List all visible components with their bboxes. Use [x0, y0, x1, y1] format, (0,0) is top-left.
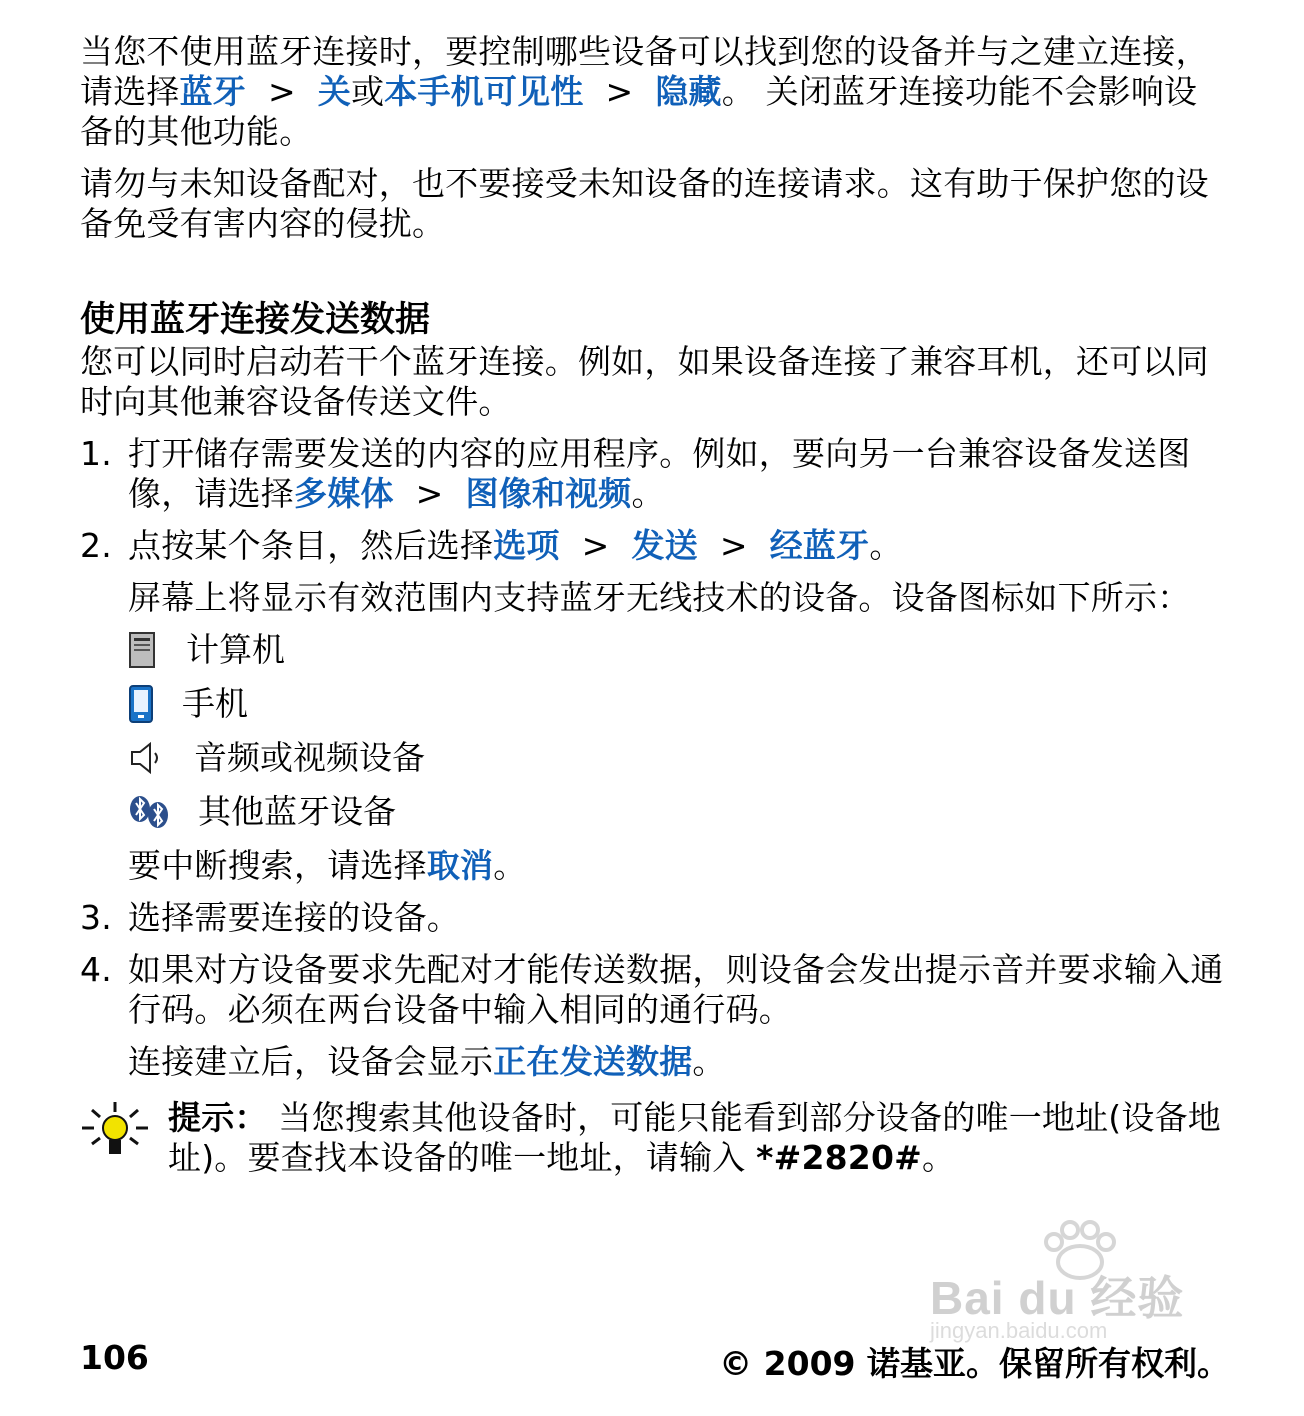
text: 如果对方设备要求先配对才能传送数据，则设备会发出提示音并要求输入通行码。必须在两台设备中输入相同的通行码。: [128, 950, 1224, 1029]
step-number: 3.: [80, 898, 112, 937]
step-number: 1.: [80, 434, 112, 473]
step-4: [80, 950, 1230, 1030]
step-2: [80, 526, 1230, 566]
page-number: 106: [80, 1338, 149, 1377]
text: 点按某个条目，然后选择: [128, 526, 494, 565]
separator: >: [415, 474, 444, 513]
separator: >: [581, 526, 610, 565]
link-bluetooth[interactable]: 蓝牙: [179, 72, 247, 111]
link-images-videos[interactable]: 图像和视频: [465, 474, 632, 513]
lightbulb-icon: [80, 1100, 150, 1171]
device-label: 计算机: [186, 630, 285, 669]
phone-icon: [128, 684, 172, 724]
text: 选择需要连接的设备。: [128, 898, 460, 937]
link-phone-visibility[interactable]: 本手机可见性: [384, 72, 584, 111]
visibility-paragraph: [80, 32, 1230, 152]
text: 打开储存需要发送的内容的应用程序。例如，要向另一台兼容设备发送图像，请选择: [128, 434, 1191, 513]
device-type-audio-video: [128, 738, 1230, 778]
step-number: 4.: [80, 950, 112, 989]
tip-code: *#2820#: [756, 1138, 922, 1177]
link-via-bluetooth[interactable]: 经蓝牙: [769, 526, 870, 565]
text: 。: [869, 526, 903, 565]
link-send[interactable]: 发送: [631, 526, 698, 565]
section-title: 使用蓝牙连接发送数据: [80, 300, 431, 340]
text: 。: [631, 474, 665, 513]
copyright: © 2009 诺基亚。保留所有权利。: [719, 1344, 1230, 1383]
device-label: 音频或视频设备: [194, 738, 425, 777]
text: 当您搜索其他设备时，可能只能看到部分设备的唯一地址(设备地址)。要查找本设备的唯一地址，请输入: [168, 1098, 1221, 1177]
link-multimedia[interactable]: 多媒体: [294, 474, 394, 513]
tip-label: 提示：: [168, 1098, 268, 1137]
text: 。: [692, 1042, 726, 1081]
device-type-phone: [128, 684, 1230, 724]
step-1: [80, 434, 1230, 514]
step-4-note: [80, 1042, 1230, 1082]
speaker-icon: [128, 738, 172, 778]
cancel-note: [80, 846, 1230, 886]
text: 。: [493, 846, 527, 885]
tip-box: [80, 1098, 1230, 1178]
step-2-note: 屏幕上将显示有效范围内支持蓝牙无线技术的设备。设备图标如下所示：: [128, 578, 1191, 617]
text: 连接建立后，设备会显示: [128, 1042, 494, 1081]
link-sending-data[interactable]: 正在发送数据: [493, 1042, 693, 1081]
step-3: [80, 898, 1230, 938]
separator: >: [719, 526, 748, 565]
device-type-other-bluetooth: [128, 792, 1230, 832]
bluetooth-icon: [128, 792, 172, 832]
separator: >: [268, 72, 296, 111]
link-off[interactable]: 关: [317, 72, 352, 111]
computer-icon: [128, 630, 172, 670]
manual-page: [80, 32, 1230, 1190]
text: 当您不使用蓝牙连接时，要控制哪些设备可以找到您的设备并与之建立连接，请选择: [80, 32, 1209, 111]
baidu-watermark: [920, 1220, 1230, 1345]
device-label: 手机: [182, 684, 248, 723]
text: 。 关闭蓝牙连接功能不会影响设备的其他功能。: [80, 72, 1198, 151]
text: 。: [921, 1138, 956, 1177]
pairing-warning-paragraph: 请勿与未知设备配对，也不要接受未知设备的连接请求。这有助于保护您的设备免受有害内容的侵扰。: [80, 164, 1209, 243]
device-type-computer: [128, 630, 1230, 670]
step-number: 2.: [80, 526, 112, 565]
text: 或: [351, 72, 385, 111]
watermark-url: jingyan.baidu.com: [930, 1318, 1108, 1343]
intro-paragraph: 您可以同时启动若干个蓝牙连接。例如，如果设备连接了兼容耳机，还可以同时向其他兼容设备传送文件。: [80, 342, 1209, 421]
link-options[interactable]: 选项: [493, 526, 560, 565]
watermark-text: Bai du 经验: [930, 1272, 1185, 1324]
link-hidden[interactable]: 隐藏: [655, 72, 722, 111]
link-cancel[interactable]: 取消: [426, 846, 494, 885]
text: 要中断搜索，请选择: [128, 846, 427, 885]
separator: >: [605, 72, 634, 111]
device-label: 其他蓝牙设备: [198, 792, 396, 831]
